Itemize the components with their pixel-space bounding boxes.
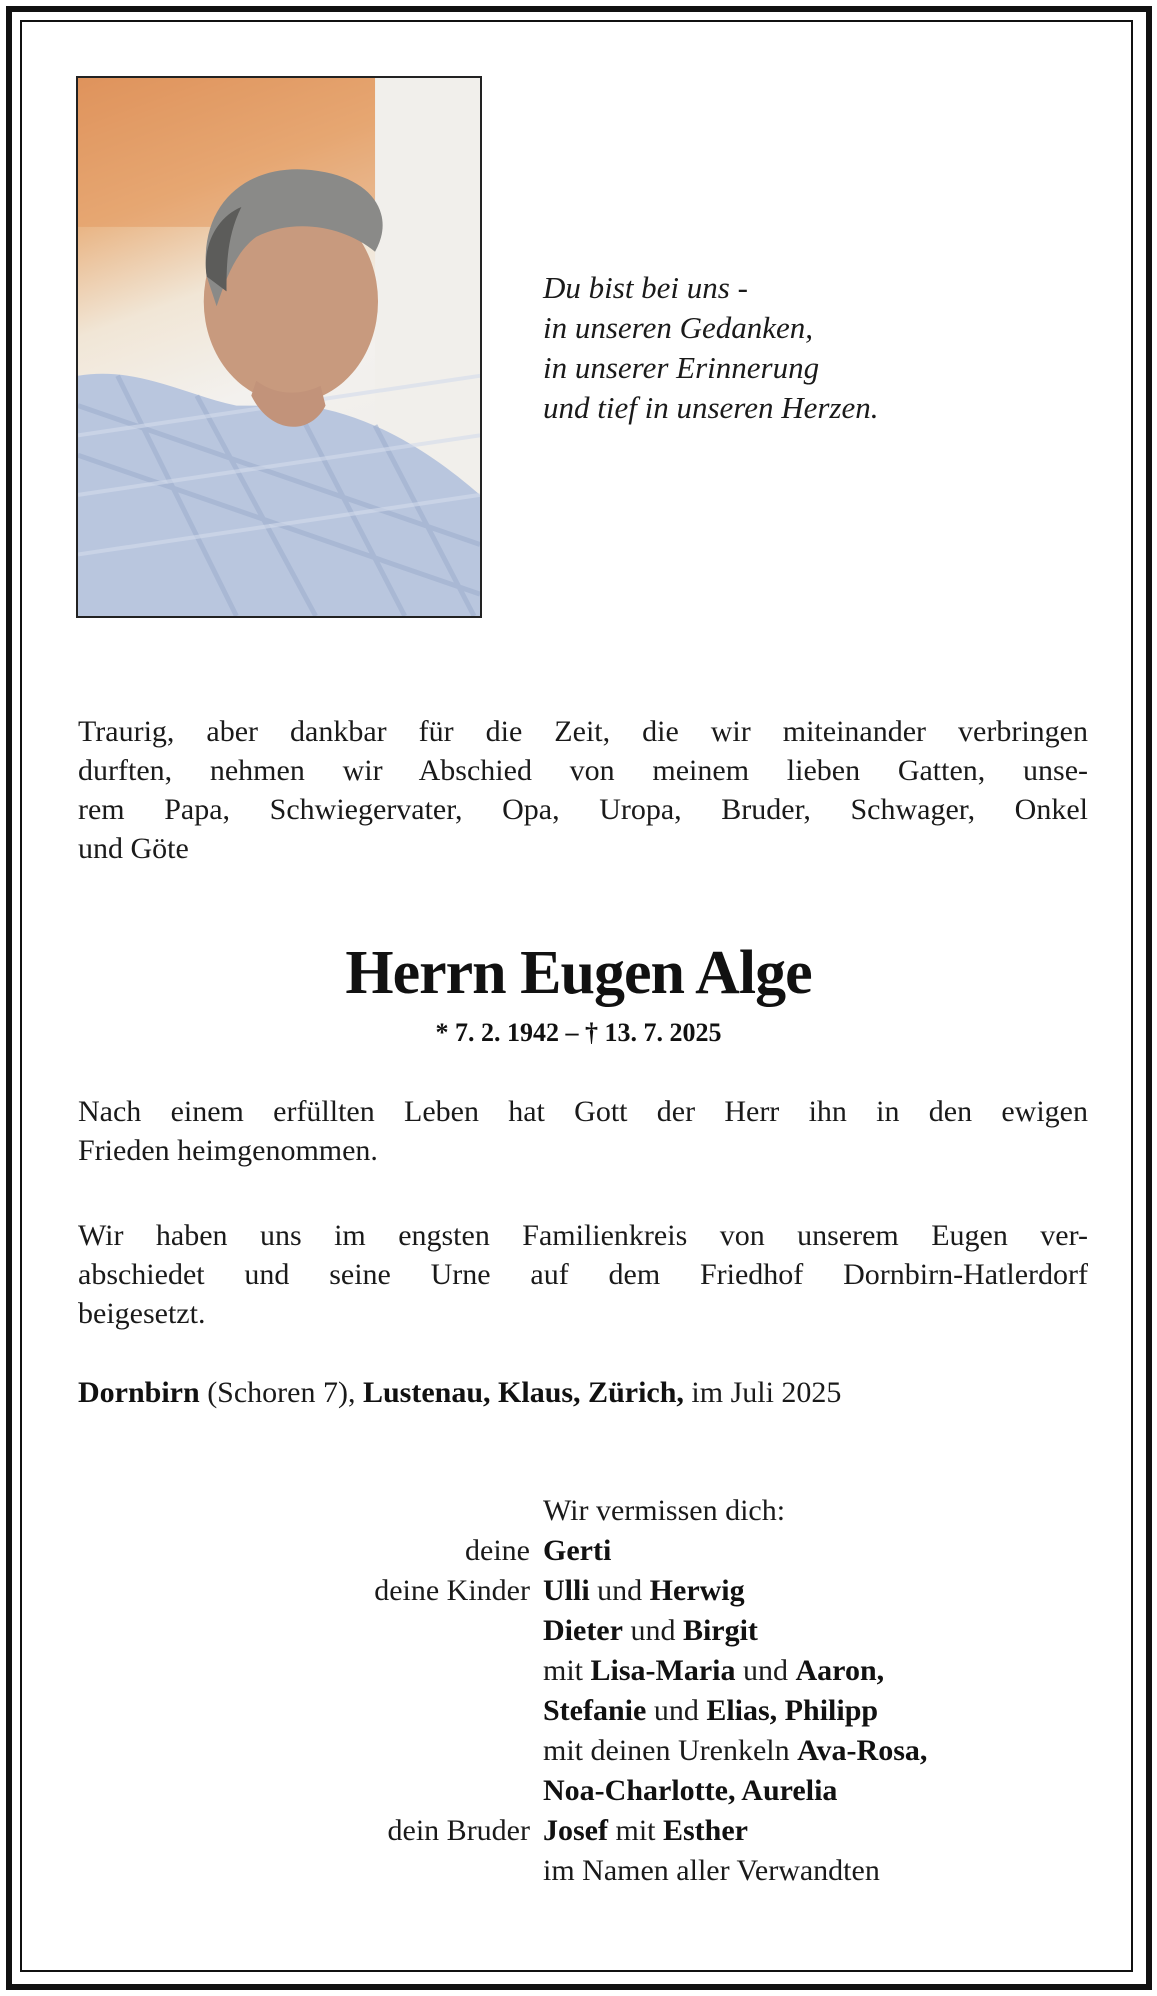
mourners-heading: Wir vermissen dich:	[543, 1494, 786, 1527]
place-towns: Lustenau, Klaus, Zürich,	[362, 1376, 684, 1409]
mourner-name: Ulli	[543, 1574, 590, 1607]
mourner-name: Herwig	[649, 1574, 745, 1607]
passing-paragraph	[78, 1092, 1088, 1170]
intro-line: und Göte	[78, 832, 189, 865]
portrait-illustration	[78, 78, 480, 616]
intro-line: Traurig, aber dankbar für die Zeit, die wir miteinander verbringen	[78, 715, 1088, 748]
relation-label: deine	[465, 1534, 530, 1567]
place-address: (Schoren 7),	[199, 1376, 363, 1409]
memorial-poem	[543, 268, 1063, 428]
portrait-photo	[76, 76, 482, 618]
mourner-name: Gerti	[543, 1534, 612, 1567]
mourner-name: Elias, Philipp	[706, 1694, 879, 1727]
mourner-names	[543, 1611, 758, 1651]
mourner-row	[0, 1771, 1157, 1811]
mourner-row-children	[0, 1571, 1157, 1611]
mourners-block	[0, 1491, 1157, 1891]
funeral-line: beigesetzt.	[78, 1297, 206, 1330]
connector-text: mit deinen Urenkeln	[543, 1734, 798, 1767]
mourner-row	[0, 1731, 1157, 1771]
deceased-name: Herrn Eugen Alge	[345, 939, 812, 1007]
connector-text: und	[735, 1654, 796, 1687]
mourner-row	[0, 1611, 1157, 1651]
mourner-names	[543, 1651, 884, 1691]
mourner-name: Lisa-Maria	[590, 1654, 736, 1687]
mourner-name: Ava-Rosa,	[797, 1734, 928, 1767]
intro-paragraph	[78, 712, 1088, 868]
mourner-row	[0, 1691, 1157, 1731]
mourner-name: Birgit	[682, 1614, 758, 1647]
mourner-row-closing	[0, 1851, 1157, 1891]
relation-label: dein Bruder	[387, 1814, 530, 1847]
relation-label: deine Kinder	[374, 1574, 530, 1607]
intro-line: rem Papa, Schwiegervater, Opa, Uropa, Bruder, Schwager, Onkel	[78, 793, 1088, 826]
funeral-paragraph	[78, 1216, 1088, 1333]
mourner-row-brother	[0, 1811, 1157, 1851]
passing-line: Nach einem erfüllten Leben hat Gott der Herr ihn in den ewigen	[78, 1095, 1088, 1128]
mourner-names	[543, 1731, 927, 1771]
connector-text: und	[646, 1694, 707, 1727]
mourner-name: Josef	[543, 1814, 608, 1847]
passing-line: Frieden heimgenommen.	[78, 1134, 378, 1167]
connector-text: und	[622, 1614, 683, 1647]
funeral-line: Wir haben uns im engsten Familienkreis von unserem Eugen ver-	[78, 1219, 1088, 1252]
mourner-name: Noa-Charlotte, Aurelia	[543, 1774, 838, 1807]
place-date: im Juli 2025	[683, 1376, 842, 1409]
poem-line: in unserer Erinnerung	[543, 350, 820, 385]
mourner-names	[543, 1531, 611, 1571]
place-city: Dornbirn	[78, 1376, 200, 1409]
place-and-date	[78, 1373, 1088, 1412]
life-dates: * 7. 2. 1942 – † 13. 7. 2025	[435, 1018, 722, 1047]
mourner-row-wife	[0, 1531, 1157, 1571]
connector-text: mit	[607, 1814, 663, 1847]
mourner-name: Esther	[663, 1814, 748, 1847]
poem-line: in unseren Gedanken,	[543, 310, 814, 345]
poem-line: Du bist bei uns -	[543, 270, 748, 305]
mourner-row	[0, 1651, 1157, 1691]
poem-line: und tief in unseren Herzen.	[543, 390, 879, 425]
mourner-names	[543, 1811, 748, 1851]
connector-text: und	[589, 1574, 650, 1607]
mourners-heading-row	[0, 1491, 1157, 1531]
intro-line: durften, nehmen wir Abschied von meinem lieben Gatten, unse-	[78, 754, 1088, 787]
mourner-name: Dieter	[543, 1614, 623, 1647]
mourner-name: Aaron,	[795, 1654, 885, 1687]
mourner-names	[543, 1571, 745, 1611]
closing-line: im Namen aller Verwandten	[543, 1854, 880, 1887]
mourner-names	[543, 1691, 878, 1731]
funeral-line: abschiedet und seine Urne auf dem Friedhof Dornbirn-Hatlerdorf	[78, 1258, 1088, 1291]
mourner-name: Stefanie	[543, 1694, 647, 1727]
mourner-names	[543, 1771, 837, 1811]
connector-text: mit	[543, 1654, 591, 1687]
